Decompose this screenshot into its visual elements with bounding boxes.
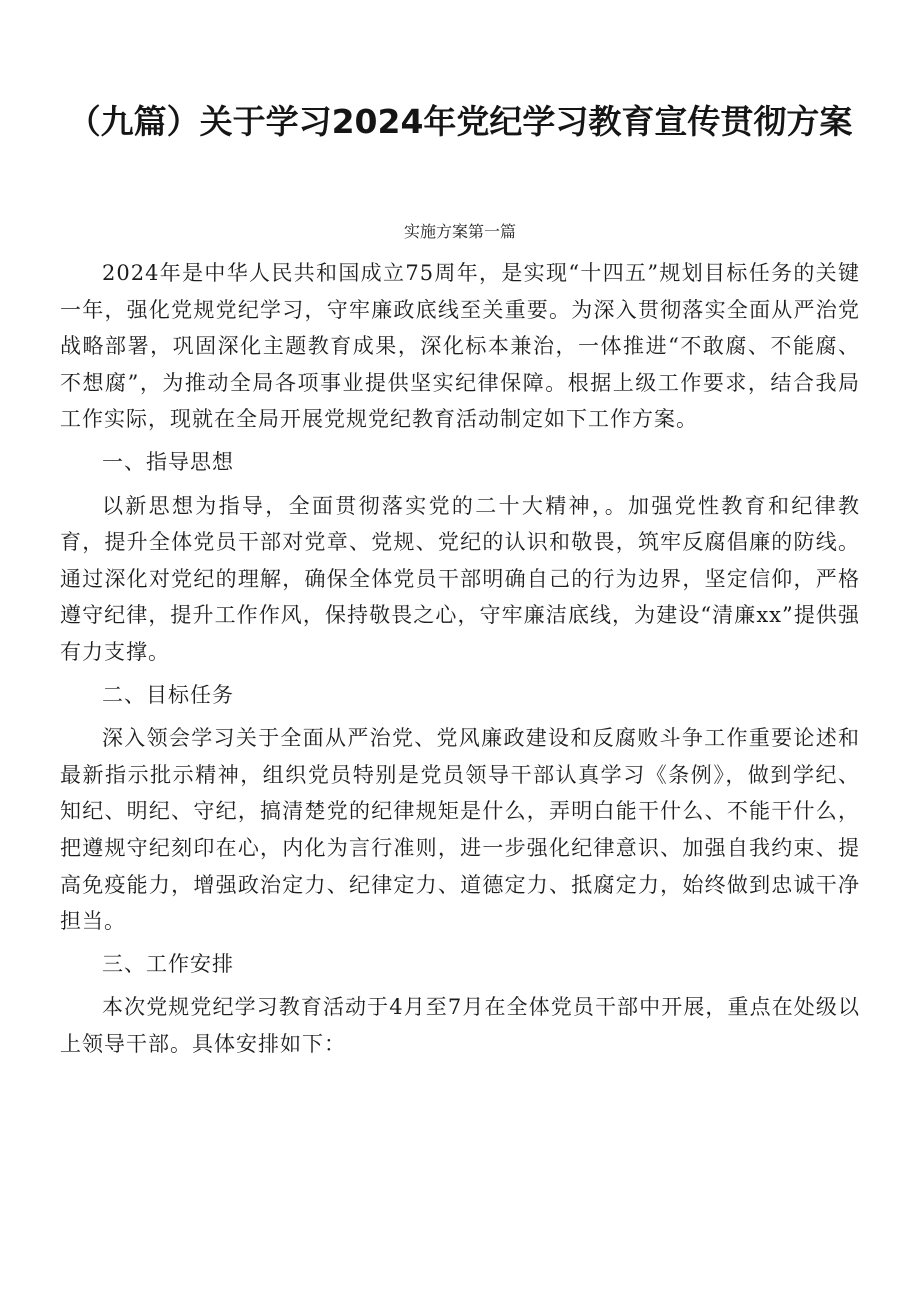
paragraph-objectives: 深入领会学习关于全面从严治党、党风廉政建设和反腐败斗争工作重要论述和最新指示批示精神，组织党员特别是党员领导干部认真学习《条例》，做到学纪、知纪、明纪、守纪，搞清楚党的纪律规矩是什么，弄明白能干什么、不能干什么，把遵规守纪刻印在心，内化为言行准则，进一步强化纪律意识、加强自我约束、提高免疫能力，增强政治定力、纪律定力、道德定力、抵腐定力，始终做到忠诚干净担当。: [60, 726, 860, 934]
paragraph-work-arrangement: 本次党规党纪学习教育活动于4月至7月在全体党员干部中开展，重点在处级以上领导干部。具体安排如下：: [60, 995, 860, 1056]
document-body: [60, 255, 860, 1062]
paragraph-guiding-ideology: 以新思想为指导，全面贯彻落实党的二十大精神，。加强党性教育和纪律教育，提升全体党员干部对党章、党规、党纪的认识和敬畏，筑牢反腐倡廉的防线。通过深化对党纪的理解，确保全体党员干部明确自己的行为边界，坚定信仰，严格遵守纪律，提升工作作风，保持敬畏之心，守牢廉洁底线，为建设“清廉xx”提供强有力支撑。: [60, 493, 860, 664]
document-subtitle: 实施方案第一篇: [403, 222, 516, 241]
section-heading-work-arrangement: 三、工作安排: [102, 951, 234, 976]
section-heading-objectives: 二、目标任务: [102, 682, 234, 707]
document-title: （九篇）关于学习2024年党纪学习教育宣传贯彻方案: [67, 102, 853, 141]
section-heading-guiding-ideology: 一、指导思想: [102, 449, 234, 474]
paragraph-intro: 2024年是中华人民共和国成立75周年，是实现“十四五”规划目标任务的关键一年，强化党规党纪学习，守牢廉政底线至关重要。为深入贯彻落实全面从严治党战略部署，巩固深化主题教育成果，深化标本兼治，一体推进“不敢腐、不能腐、不想腐”，为推动全局各项事业提供坚实纪律保障。根据上级工作要求，结合我局工作实际，现就在全局开展党规党纪教育活动制定如下工作方案。: [60, 261, 860, 432]
